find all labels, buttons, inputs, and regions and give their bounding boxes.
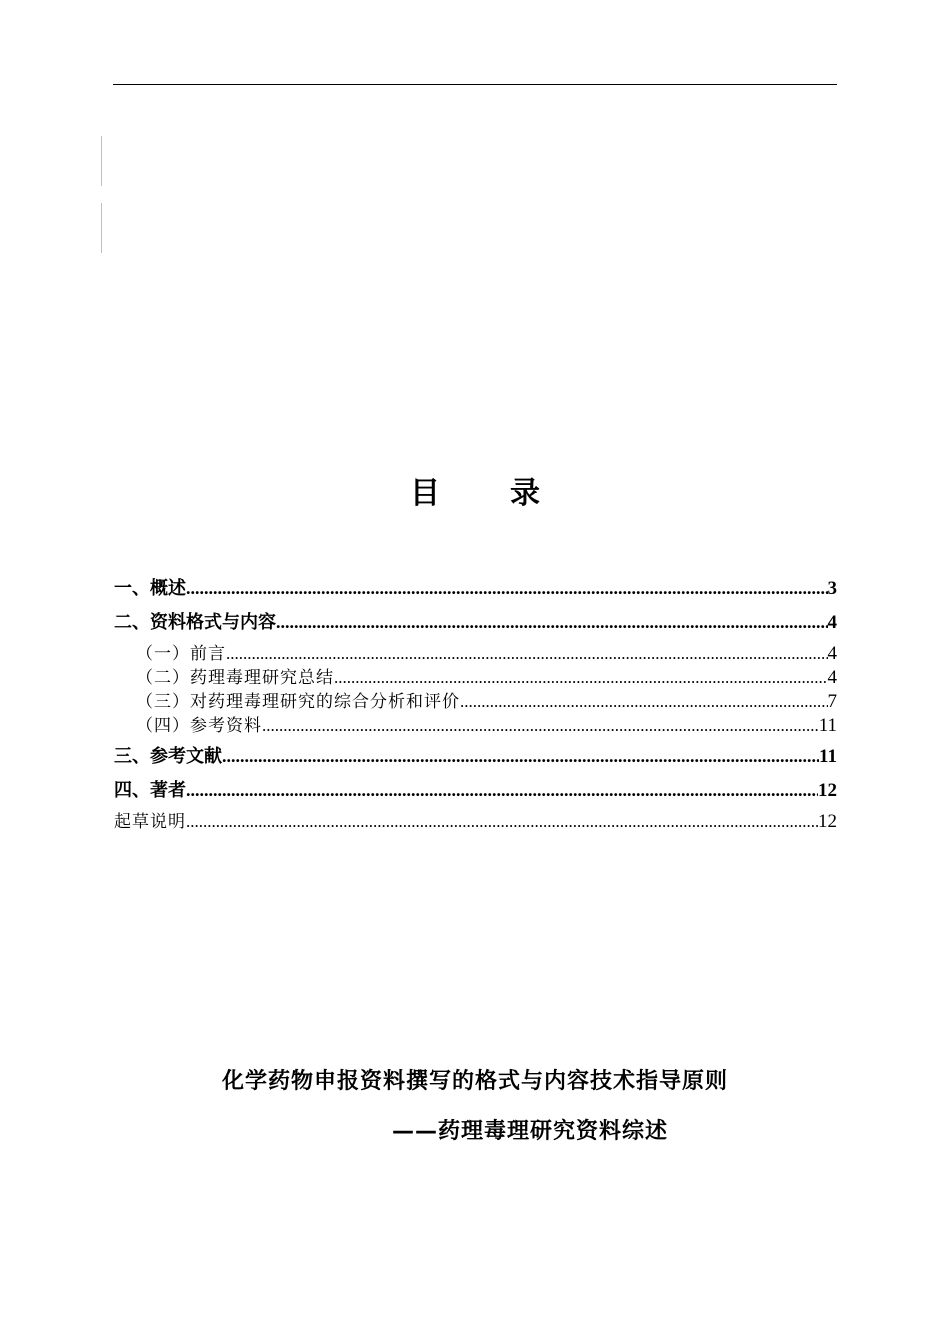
toc-title xyxy=(0,468,950,512)
toc-entry-drafting-notes[interactable] xyxy=(114,807,837,837)
document-title: 化学药物申报资料撰写的格式与内容技术指导原则 xyxy=(221,1069,728,1094)
toc-leader-dots xyxy=(222,739,819,773)
toc-entry-page: 12 xyxy=(818,811,837,832)
toc-leader-dots xyxy=(276,605,828,639)
toc-entry-label: （一）前言 xyxy=(136,644,226,664)
toc-leader-dots xyxy=(186,807,818,837)
toc-leader-dots xyxy=(186,571,828,605)
toc-title-right: 录 xyxy=(510,476,540,511)
toc-entry-label: 一、概述 xyxy=(114,578,186,599)
toc-entry-page: 11 xyxy=(819,746,837,767)
toc-entry-label: （二）药理毒理研究总结 xyxy=(136,668,334,688)
toc-entry-label: （四）参考资料 xyxy=(136,716,262,736)
toc-entry-overview[interactable] xyxy=(114,571,837,605)
toc-entry-format-content[interactable] xyxy=(114,605,837,639)
toc-entry-preface[interactable] xyxy=(114,642,837,666)
toc-leader-dots xyxy=(460,690,828,714)
toc-entry-references-data[interactable] xyxy=(114,714,837,738)
table-of-contents xyxy=(114,571,837,837)
toc-leader-dots xyxy=(226,642,828,666)
toc-leader-dots xyxy=(262,714,819,738)
toc-entry-literature[interactable] xyxy=(114,739,837,773)
toc-leader-dots xyxy=(186,773,818,807)
toc-title-left: 目 xyxy=(410,476,440,511)
toc-entry-label: 三、参考文献 xyxy=(114,746,222,767)
toc-entry-page: 3 xyxy=(827,578,837,599)
toc-entry-analysis[interactable] xyxy=(114,690,837,714)
document-subtitle: ——药理毒理研究资料综述 xyxy=(392,1119,669,1144)
toc-entry-label: （三）对药理毒理研究的综合分析和评价 xyxy=(136,692,460,712)
toc-entry-page: 11 xyxy=(818,715,837,736)
toc-entry-label: 起草说明 xyxy=(114,812,186,832)
margin-mark xyxy=(101,136,102,186)
toc-entry-page: 4 xyxy=(827,643,837,664)
toc-entry-page: 4 xyxy=(827,667,837,688)
toc-entry-page: 4 xyxy=(827,612,837,633)
toc-entry-page: 7 xyxy=(827,691,837,712)
toc-entry-label: 二、资料格式与内容 xyxy=(114,612,276,633)
margin-mark xyxy=(101,203,102,253)
header-rule xyxy=(113,84,837,85)
toc-entry-page: 12 xyxy=(818,780,837,801)
toc-entry-summary[interactable] xyxy=(114,666,837,690)
toc-entry-label: 四、著者 xyxy=(114,780,186,801)
toc-entry-authors[interactable] xyxy=(114,773,837,807)
toc-leader-dots xyxy=(334,666,828,690)
